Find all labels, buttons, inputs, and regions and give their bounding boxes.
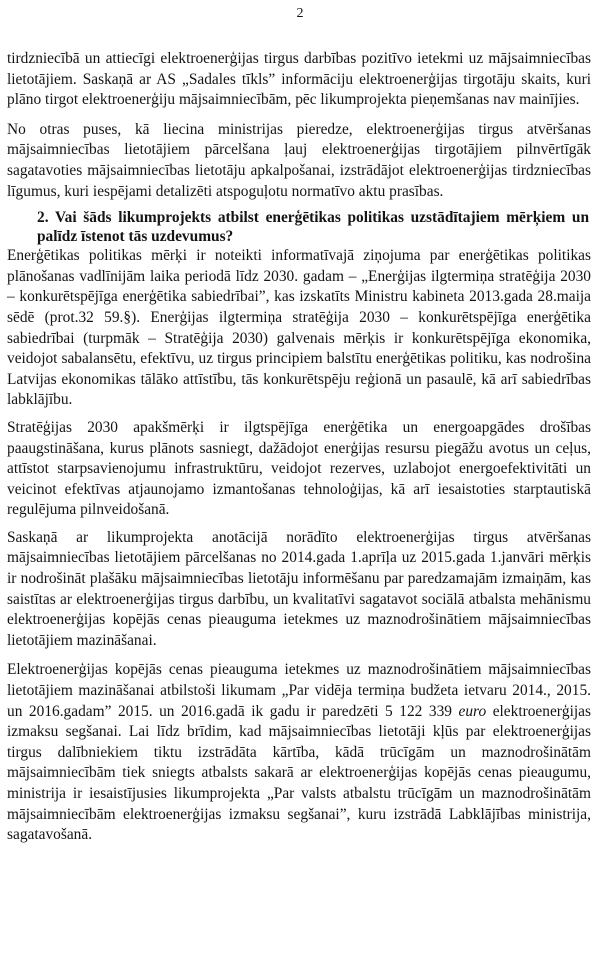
paragraph-budzets-text-start: Elektroenerģijas kopējās cenas pieauguma ietekmes uz maznodrošinātiem mājsaimniecības lietotājiem mazināšanai atbilstoši likumam „Par vidēja termiņa budžeta ietvaru 2014., 2015. un 2016.gadam” 2015. un 2016.gadā ik gadu ir paredzēti 5 122 339	[7, 661, 591, 720]
document-body	[7, 49, 591, 846]
paragraph-budzets-text-end: elektroenerģijas izmaksu segšanai. Lai līdz brīdim, kad mājsaimniecības lietotāji kļūs par elektroenerģijas tirgus dalībniekiem tiktu izstrādāta kārtība, kādā trūcīgām un maznodrošinātām mājsaimniecībām tiek sniegts atbalsts sakarā ar elektroenerģijas kopējās cenas pieaugumu, ministrija ir iesaistījusies likumprojekta „Par valsts atbalstu trūcīgām un maznodrošinātām mājsaimniecībām elektroenerģijas izmaksu segšanai”, kuru izstrādā Labklājības ministrija, sagatavošanā.	[7, 702, 591, 844]
paragraph-apaksmerki: Stratēģijas 2030 apakšmērķi ir ilgtspējīga enerģētika un energoapgādes drošības paaugstināšana, kurus plānots sasniegt, dažādojot enerģijas resursu piegāžu avotus un ceļus, attīstot starpsavienojumu infrastruktūru, veidojot rezerves, uzlabojot energoefektivitāti un veicinot efektīvas atjaunojamo izmantošanas tehnoloģijas, kā arī iesaistoties starptautiskā regulējuma pilnveidošanā.	[7, 418, 591, 519]
paragraph-ministrijas-pieredze: No otras puses, kā liecina ministrijas pieredze, elektroenerģijas tirgus atvēršanas mājsaimniecības lietotājiem pārcelšana ļauj elektroenerģijas tirgotājiem pilnvērtīgāk sagatavoties mājsaimniecības lietotāju apkalpošanai, izstrādājot elektroenerģijas tirdzniecības līgumus, kuri iespējami detalizēti atspoguļotu normatīvo aktu prasības.	[7, 120, 591, 200]
paragraph-budzets	[7, 660, 591, 845]
section-heading-energetikas-politika: 2. Vai šāds likumprojekts atbilst enerģētikas politikas uzstādītajiem mērķiem un palīdz īstenot tās uzdevumus?	[37, 209, 589, 246]
page-number: 2	[296, 6, 304, 21]
paragraph-tirgotaju-skaits: tirdzniecībā un attiecīgi elektroenerģijas tirgus darbības pozitīvo ietekmi uz mājsaimniecības lietotājiem. Saskaņā ar AS „Sadales tīkls” informāciju elektroenerģijas tirgotāju skaits, kuri plāno tirgot elektroenerģiju mājsaimniecībām, pēc likumprojekta pieņemšanas nav mainījies.	[7, 50, 591, 109]
euro-italic: euro	[458, 702, 487, 720]
paragraph-strategija-2030: Enerģētikas politikas mērķi ir noteikti informatīvajā ziņojuma par enerģētikas politikas plānošanas vadlīnijām laika periodā līdz 2030. gadam – „Enerģijas ilgtermiņa stratēģija 2030 – konkurētspējīga enerģētika sabiedrībai”, kas izskatīts Ministru kabineta 2013.gada 28.maija sēdē (prot.32 59.§). Enerģijas ilgtermiņa stratēģija 2030 – konkurētspējīga enerģētika sabiedrībai (turpmāk – Stratēģija 2030) galvenais mērķis ir konkurētspējīga ekonomika, veidojot sabalansētu, efektīvu, uz tirgus principiem balstītu enerģētikas politiku, kas nodrošina Latvijas ekonomikas tālāko attīstību, tās konkurētspēju reģionā un pasaulē, kā arī sabiedrības labklājību.	[7, 247, 591, 409]
paragraph-anotacija: Saskaņā ar likumprojekta anotācijā norādīto elektroenerģijas tirgus atvēršanas mājsaimniecības lietotājiem pārcelšanas no 2014.gada 1.aprīļa uz 2015.gada 1.janvāri mērķis ir nodrošināt plašāku mājsaimniecības lietotāju informēšanu par paredzamajām izmaiņām, kas saistītas ar elektroenerģijas tirgus darbību, un kvalitatīvi sagatavot sociālā atbalsta mehānismu elektroenerģijas kopējās cenas pieauguma ietekmes uz maznodrošinātiem mājsaimniecības lietotājiem mazināšanai.	[7, 528, 591, 649]
